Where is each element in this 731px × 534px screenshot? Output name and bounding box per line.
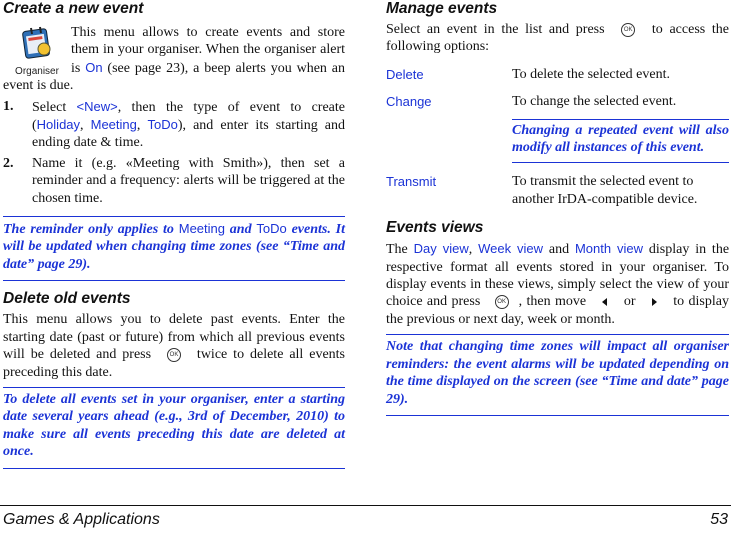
- divider: [512, 162, 729, 163]
- option-delete: Delete To delete the selected event.: [386, 66, 670, 82]
- create-event-note: The reminder only applies to Meeting and ToDo events. It will be updated when changing time zones (see “Time and date” page 29).: [3, 221, 345, 272]
- divider: [386, 415, 729, 416]
- create-event-steps: [3, 98, 345, 207]
- alert-on-value: On: [85, 59, 103, 75]
- events-views-paragraph: The Day view, Week view and Month view display in the respective format all events stored in your organiser. To display events in these views, simply select the view of your choice and press OK , then move or to display the previous or next day, week or month.: [386, 241, 730, 327]
- delete-events-note: To delete all events set in your organiser, enter a starting date several years ahead (e.g., 3rd of December, 2010) to make sure all events preceding this date are deleted at once.: [3, 391, 345, 460]
- organiser-icon-caption: Organiser: [15, 66, 59, 77]
- option-transmit: Transmit To transmit the selected event to another IrDA-compatible device.: [386, 174, 698, 207]
- option-change: Change To change the selected event. Changing a repeated event will also modify all instances of this event.: [386, 93, 729, 163]
- page-number: 53: [710, 511, 728, 528]
- events-views-heading: Events views: [386, 219, 484, 237]
- create-event-heading: Create a new event: [3, 0, 144, 17]
- footer-section-title: Games & Applications: [3, 511, 160, 528]
- divider: [386, 334, 729, 335]
- options-table: [386, 66, 729, 208]
- delete-events-heading: Delete old events: [3, 290, 131, 308]
- manage-events-paragraph: Select an event in the list and press OK to access the following options:: [386, 22, 729, 55]
- divider: [512, 119, 729, 120]
- create-event-intro: [3, 24, 345, 95]
- ok-key-icon: OK: [621, 23, 635, 37]
- change-note: Changing a repeated event will also modify all instances of this event.: [512, 122, 729, 156]
- divider: [3, 280, 345, 281]
- events-views-note: Note that changing time zones will impact all organiser reminders: the event alarms will be updated depending on the time displayed on the screen (see “Time and date” page 29).: [386, 339, 729, 407]
- divider: [3, 468, 345, 469]
- left-column: [3, 0, 345, 469]
- divider: [3, 387, 345, 388]
- list-item: 2. Name it (e.g. «Meeting with Smith»), then set a reminder and a frequency: alerts will be triggered at the chosen time.: [3, 155, 345, 206]
- organiser-icon: [3, 25, 71, 75]
- divider: [3, 216, 345, 217]
- create-event-paragraph: This menu allows to create events and store them in your organiser. When the organiser alert is On (see page 23), a beep alerts you when an event is due.: [3, 25, 346, 94]
- arrow-left-icon: [602, 298, 607, 306]
- ok-key-icon: OK: [495, 295, 509, 309]
- manage-events-heading: Manage events: [386, 0, 498, 17]
- calendar-icon: [20, 25, 54, 61]
- list-item: 1. Select <New>, then the type of event to create (Holiday, Meeting, ToDo), and enter its starting and ending date & time.: [3, 98, 346, 151]
- ok-key-icon: OK: [167, 348, 181, 362]
- right-column: [386, 0, 729, 416]
- page-footer: [0, 505, 731, 534]
- arrow-right-icon: [652, 298, 657, 306]
- delete-events-paragraph: This menu allows you to delete past events. Enter the starting date (past or future) from which all previous events will be deleted and press OK twice to delete all events preceding this date.: [3, 312, 346, 380]
